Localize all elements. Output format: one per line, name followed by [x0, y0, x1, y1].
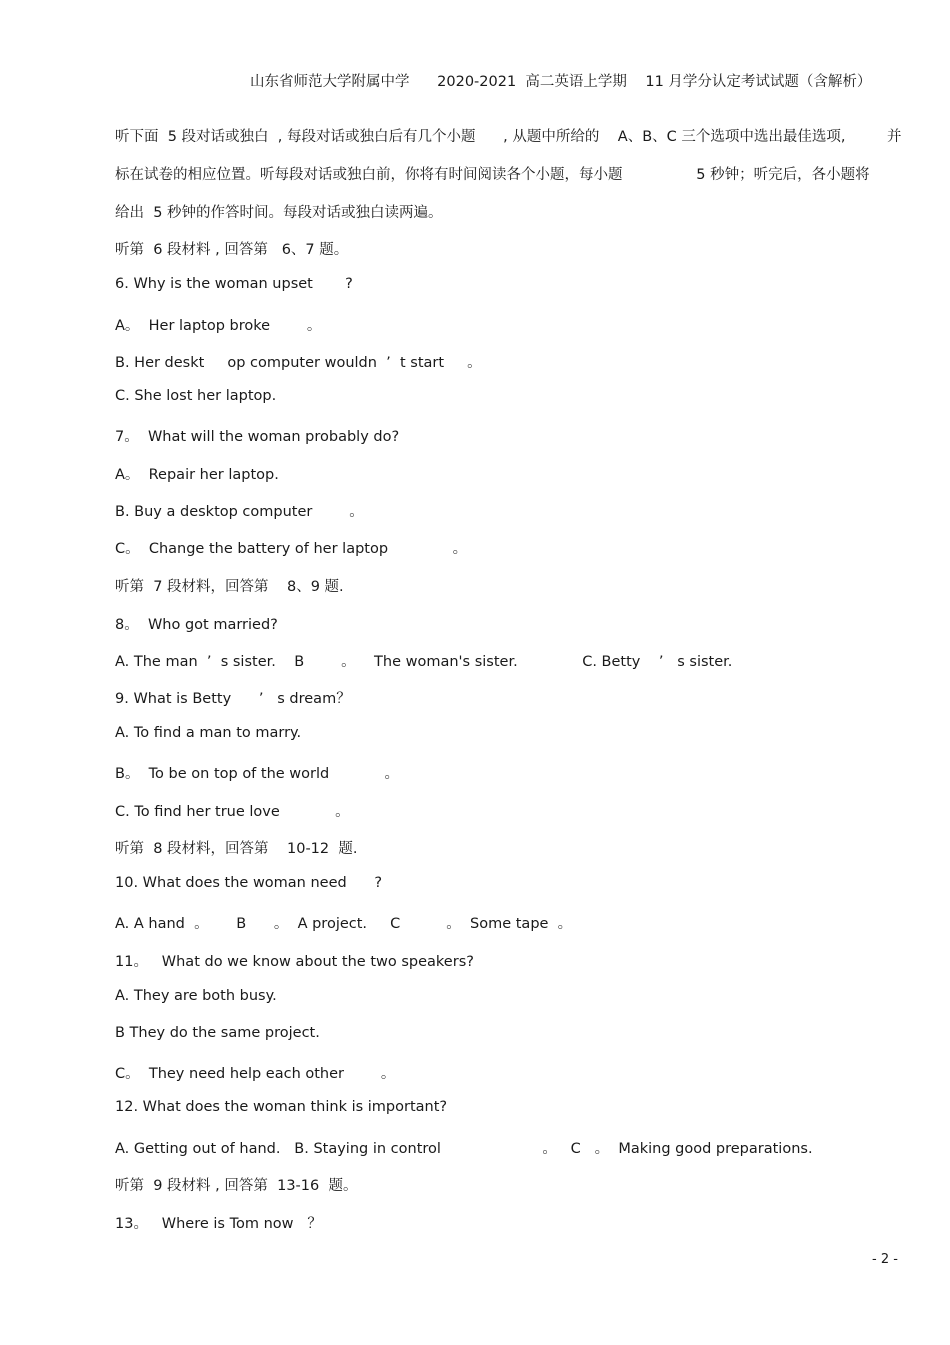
- text-line: 听下面 5 段对话或独白 , 每段对话或独白后有几个小题 , 从题中所给的 A、B、C 三个选项中选出最佳选项, 并: [115, 129, 902, 145]
- text-line: C。 They need help each other 。: [115, 1066, 396, 1082]
- text-line: B They do the same project.: [115, 1025, 320, 1041]
- text-line: A。 Repair her laptop.: [115, 467, 279, 483]
- text-line: C. To find her true love 。: [115, 804, 350, 820]
- text-line: 8。 Who got married?: [115, 617, 278, 633]
- text-line: A. Getting out of hand. B. Staying in control 。 C 。 Making good preparations.: [115, 1141, 813, 1157]
- text-line: 听第 7 段材料，回答第 8、9 题.: [115, 579, 344, 595]
- text-line: B。 To be on top of the world 。: [115, 766, 400, 782]
- text-line: 标在试卷的相应位置。听每段对话或独白前，你将有时间阅读各个小题，每小题 5 秒钟；听完后，各小题将: [115, 167, 870, 183]
- text-line: A. To find a man to marry.: [115, 725, 302, 741]
- text-line: 11。 What do we know about the two speakers?: [115, 954, 474, 970]
- document-header: 山东省师范大学附属中学 2020-2021 高二英语上学期 11 月学分认定考试试题（含解析）: [250, 74, 872, 90]
- text-line: C。 Change the battery of her laptop 。: [115, 541, 468, 557]
- text-line: A。 Her laptop broke 。: [115, 318, 322, 334]
- text-line: 12. What does the woman think is important?: [115, 1099, 448, 1115]
- text-line: 10. What does the woman need ?: [115, 875, 383, 891]
- text-line: B. Buy a desktop computer 。: [115, 504, 364, 520]
- text-line: A. The man ’ s sister. B 。 The woman's sister. C. Betty ’ s sister.: [115, 654, 733, 670]
- text-line: B. Her deskt op computer wouldn ’ t start 。: [115, 355, 482, 371]
- text-line: 6. Why is the woman upset ?: [115, 276, 353, 292]
- text-line: 听第 6 段材料 , 回答第 6、7 题。: [115, 242, 349, 258]
- text-line: 给出 5 秒钟的作答时间。每段对话或独白读两遍。: [115, 205, 443, 221]
- text-line: 7。 What will the woman probably do?: [115, 429, 400, 445]
- text-line: 听第 9 段材料 , 回答第 13-16 题。: [115, 1178, 358, 1194]
- page-number: - 2 -: [872, 1252, 898, 1267]
- text-line: 听第 8 段材料，回答第 10-12 题.: [115, 841, 358, 857]
- text-line: A. They are both busy.: [115, 988, 277, 1004]
- text-line: 9. What is Betty ’ s dream？: [115, 691, 351, 707]
- text-line: A. A hand 。 B 。 A project. C 。 Some tape 。: [115, 916, 573, 932]
- text-line: C. She lost her laptop.: [115, 388, 277, 404]
- text-line: 13。 Where is Tom now ？: [115, 1216, 322, 1232]
